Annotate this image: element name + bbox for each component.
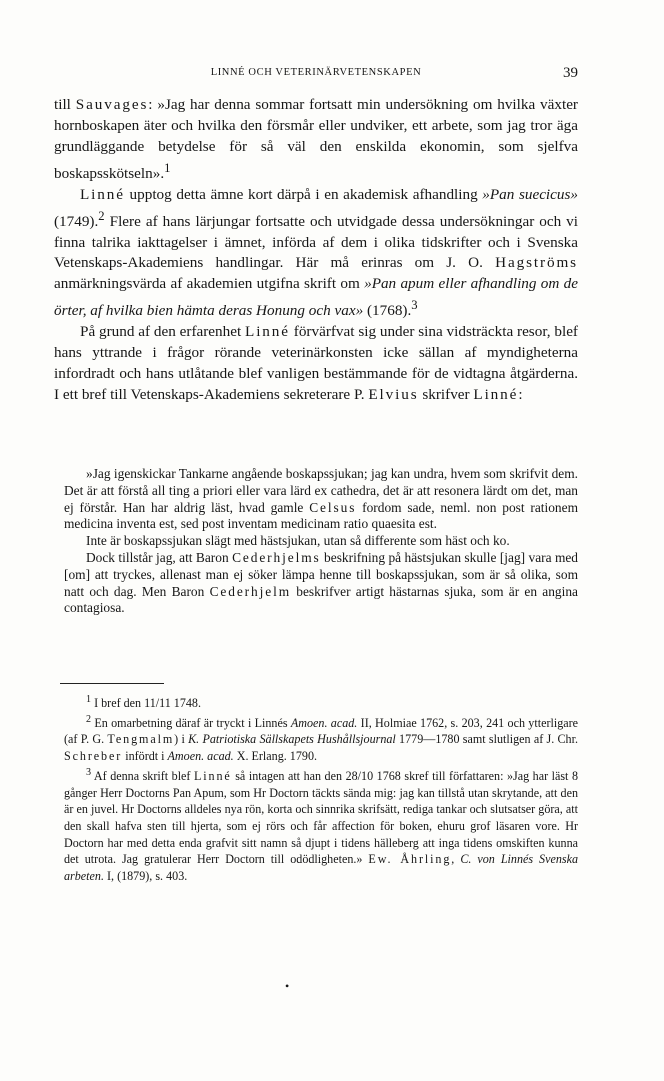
text-run: beskrifver artigt hästarnas sjuka, som är en angina contagiosa. — [64, 583, 578, 616]
date-fraction: 11/11 — [144, 696, 171, 711]
running-head: LINNÉ OCH VETERINÄRVETENSKAPEN — [210, 67, 422, 78]
footnote-mark: 2 — [86, 713, 92, 725]
person-name: Linné — [473, 385, 519, 403]
person-name: Linné — [245, 323, 290, 341]
date-fraction: 28/10 — [345, 768, 374, 783]
quote-paragraph-1 — [64, 466, 578, 533]
text-run: I bref den — [91, 696, 145, 711]
footnote-1 — [64, 692, 578, 712]
footnote-3 — [64, 765, 578, 885]
text-run: skrifver — [418, 385, 474, 403]
footnotes — [64, 692, 578, 885]
person-name: Tengmalm — [107, 732, 175, 747]
person-name: Hagströms — [495, 254, 578, 272]
text-run: I, (1879), s. 403. — [103, 869, 188, 884]
page-header — [54, 65, 578, 85]
text-run: På grund af den erfarenhet — [80, 323, 246, 341]
paragraph-2 — [54, 185, 578, 323]
text-run: , — [451, 852, 461, 867]
text-run: anmärkningsvärda af akademien utgifna skrift om — [54, 275, 365, 293]
person-name: Cederhjelm — [209, 583, 292, 599]
text-run: (1749). — [54, 212, 99, 230]
text-run: infördt i — [122, 749, 168, 764]
printer-mark: • — [285, 979, 290, 993]
text-run: »Jag igenskickar Tankarne angående boskapssjukan; jag kan undra, hvem som skrifvit dem. Det är att förstå all ting a priori eller vara lärd ex cathedra, det är att resonera lärdt om det, man ej förstår. Han har aldrig läst, hvad gamle — [64, 466, 578, 515]
footnote-2 — [64, 712, 578, 765]
text-run: En omarbetning däraf är tryckt i Linnés — [91, 715, 291, 730]
text-run: (1768). — [363, 302, 412, 320]
quote-paragraph-2: Inte är boskapssjukan slägt med hästsjukan, utan så differente som häst och ko. — [86, 533, 510, 549]
text-run: II, Holmiae 1762, s. 203, 241 och ytterligare (af P. G. — [64, 715, 579, 747]
person-name: Ew. Åhrling — [368, 852, 452, 867]
paragraph-3 — [54, 322, 578, 406]
text-run: X. Erlang. 1790. — [233, 749, 318, 764]
work-title: Amoen. acad. — [167, 749, 234, 764]
footnote-ref: 2 — [98, 208, 105, 223]
block-quote — [64, 466, 578, 617]
footnote-ref: 3 — [411, 298, 418, 313]
text-run: Af denna skrift blef — [91, 768, 194, 783]
work-title: C. von Linnés Svenska arbeten. — [64, 852, 579, 884]
text-run: fordom sade, neml. non post rationem medicina inventa est, sed post inventam medicinam ratio quaesita est. — [64, 499, 578, 532]
footnote-mark: 1 — [86, 694, 92, 705]
text-run: Dock tillstår jag, att Baron — [86, 549, 233, 565]
person-name: Elvius — [368, 385, 419, 403]
text-run: : — [518, 385, 523, 403]
person-name: Linné — [193, 768, 232, 783]
text-run: till — [54, 96, 76, 113]
text-run: 1768 skref till författaren: »Jag har läst 8 gånger Herr Doctorns Pan Apum, som Hr Doctorn täckts sända mig: jag kan tillstå utan skrytande, att den är en juvel. Hr Doctorns alldeles nya rön, korta och sinnrika skrifsätt, rediga tankar och slutsatser göra, att den skall hafva sten till hjerta, som ej rörs och får affection för boken, ehuru grof läsaren vore. Hr Doctorn har med detta enda grafvit sitt namn så djupt i tidens hälleberg att inga tidens omskiften kunna det utrota. Jag gratulerar Herr Doctorn till odödligheten.» — [64, 768, 578, 867]
text-run: beskrifning på hästsjukan skulle [jag] vara med [om] att tryckes, allenast man ej söker lämpa henne till boskapssjukan, som är så olika, som natt och dag. Men Baron — [64, 549, 579, 599]
text-run: ) i — [174, 732, 189, 747]
text-run: 1779—1780 samt slutligen af J. Chr. — [395, 732, 578, 747]
text-run: så intagen att han den — [231, 768, 346, 783]
text-run: upptog detta ämne kort därpå i en akademisk afhandling — [124, 185, 483, 203]
text-run: 1748. — [170, 696, 201, 711]
text-run: : »Jag har denna sommar fortsatt min undersökning om hvilka växter hornboskapen äter och hvilka den försmår eller undviker, ett arbete, som jag tror äga grundläggande betydelse för så väl den enskilda ekonomin, som sjelfva boskapsskötseln». — [54, 96, 578, 182]
text-run: Flere af hans lärjungar fortsatte och utvidgade dessa undersökningar och vi finna talrika iakttagelser i ämnet, införda af dem i olika tidskrifter och i Svenska Vetenskaps-Akademiens handlingar. Här må erinras om J. O. — [54, 212, 578, 272]
work-title: »Pan apum eller afhandling om de örter, af hvilka bien hämta deras Honung och vax» — [54, 275, 578, 320]
quote-paragraph-3 — [64, 550, 578, 617]
person-name: Schreber — [64, 749, 123, 764]
footnote-divider — [60, 683, 164, 684]
person-name: Linné — [80, 185, 125, 203]
person-name: Sauvages — [75, 96, 149, 113]
footnote-ref: 1 — [164, 160, 171, 175]
page-number: 39 — [563, 65, 578, 81]
text-run: förvärfvat sig under sina vidsträckta resor, blef hans yttrande i frågor rörande veterinärkonsten icke sällan af myndigheterna infordradt och hans utlåtande blef vanligen bestämmande för de vidtagna åtgärderna. I ett bref till Vetenskaps-Akademiens sekreterare P. — [54, 323, 578, 403]
main-text — [54, 95, 578, 406]
work-title: Amoen. acad. — [290, 715, 358, 730]
paragraph-1 — [54, 95, 578, 185]
person-name: Cederhjelms — [232, 549, 321, 565]
work-title: »Pan suecicus» — [482, 185, 578, 203]
footnote-mark: 3 — [86, 766, 92, 778]
person-name: Celsus — [309, 499, 357, 515]
work-title: K. Patriotiska Sällskapets Hushållsjournal — [188, 732, 396, 747]
